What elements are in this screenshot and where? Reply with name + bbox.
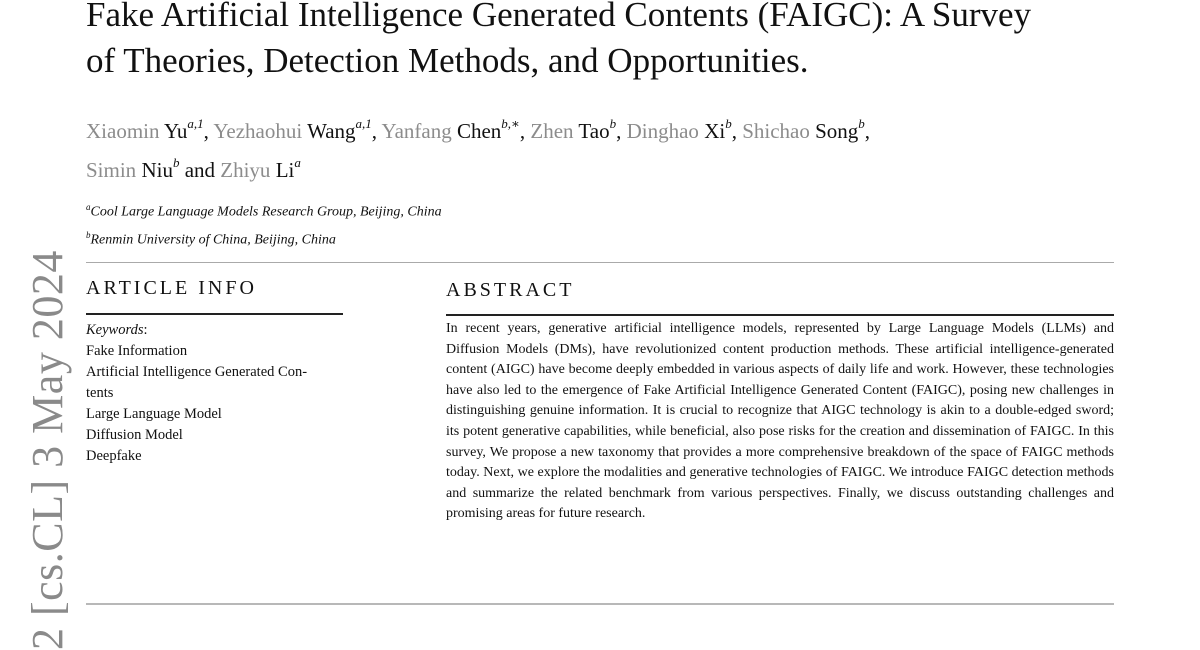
author-family-name: Xi xyxy=(704,119,726,143)
author-given-name: Shichao xyxy=(742,119,810,143)
author-affiliation-mark: b xyxy=(858,116,865,131)
author xyxy=(86,116,204,143)
author-conjunction: and xyxy=(184,158,216,182)
arxiv-identifier-stamp: 2 [cs.CL] 3 May 2024 xyxy=(23,250,72,650)
keyword: Artificial Intelligence Generated Con- xyxy=(86,364,308,380)
author-given-name: Zhiyu xyxy=(220,158,271,182)
keywords-block: Keywords: Fake Information Artificial Intelligence Generated Con- tents Large Language Model Diffusion Model Deepfake xyxy=(86,320,348,467)
abstract-heading: ABSTRACT xyxy=(446,279,575,301)
author-affiliation-mark: b xyxy=(172,155,180,170)
paper-title xyxy=(86,0,1146,84)
author xyxy=(742,116,865,143)
keyword: Deepfake xyxy=(86,448,142,464)
author-affiliation-mark: b xyxy=(609,116,617,131)
affiliation-list xyxy=(86,196,442,251)
author-list: Xiaomin Yu$^{a,1}$, Yezhaohui Wang$^{a,1}$, Yanfang Chen$^{b,∗}$, Zhen Tao$^b$, Dinghao Xi$^b$, Shichao Song$^b$, Simin Niu$^b$ and Zhiyu Li$^a$ xyxy=(86,116,871,182)
author xyxy=(381,116,520,143)
affiliation-mark: a xyxy=(86,202,91,212)
affiliation-text: Cool Large Language Models Research Group, Beijing, China xyxy=(90,204,442,220)
keyword: tents xyxy=(86,385,114,401)
author-family-name: Chen xyxy=(456,119,502,143)
author-family-name: Song xyxy=(815,119,859,143)
author-given-name: Yezhaohui xyxy=(213,119,303,143)
affiliation xyxy=(86,224,442,252)
abstract-end-divider xyxy=(86,603,1114,605)
front-matter-divider xyxy=(86,262,1114,263)
paper-title-line-2: of Theories, Detection Methods, and Opportunities. xyxy=(86,41,809,80)
author-given-name: Zhen xyxy=(530,119,574,143)
author-affiliation-mark: a,1 xyxy=(187,116,204,131)
author-family-name: Tao xyxy=(578,119,610,143)
affiliation-text: Renmin University of China, Beijing, China xyxy=(90,232,336,248)
article-info-heading-rule xyxy=(86,313,343,315)
author xyxy=(213,116,372,143)
keyword: Fake Information xyxy=(86,343,188,359)
author-family-name: Niu xyxy=(141,158,173,182)
author-given-name: Yanfang xyxy=(381,119,452,143)
author-affiliation-mark: a,1 xyxy=(355,116,372,131)
author-affiliation-mark: b xyxy=(725,116,732,131)
author xyxy=(530,116,617,143)
author-family-name: Yu xyxy=(163,119,188,143)
author xyxy=(626,116,732,143)
author xyxy=(220,155,301,182)
abstract-body: In recent years, generative artificial intelligence models, represented by Large Language Models (LLMs) and Diffusion Models (DMs), have revolutionized content production methods. These artificial intelligence-generated content (AIGC) have become deeply embedded in various aspects of daily life and work. However, these technologies have also led to the emergence of Fake Artificial Intelligence Generated Content (FAIGC), posing new challenges in distinguishing genuine information. It is crucial to recognize that AIGC technology is akin to a double-edged sword; its potent generative capabilities, while beneficial, also pose risks for the creation and dissemination of FAIGC. In this survey, We propose a new taxonomy that provides a more comprehensive breakdown of the space of FAIGC methods today. Next, we explore the modalities and generative technologies of FAIGC. We introduce FAIGC detection methods and summarize the related benchmark from various perspectives. Finally, we discuss outstanding challenges and promising areas for future research. xyxy=(446,321,1114,522)
author-given-name: Xiaomin xyxy=(86,119,160,143)
author-given-name: Simin xyxy=(86,158,137,182)
author-given-name: Dinghao xyxy=(626,119,699,143)
author xyxy=(86,155,180,182)
abstract-heading-rule xyxy=(446,314,1114,316)
author-affiliation-mark: a xyxy=(294,155,301,170)
paper-title-line-1: Fake Artificial Intelligence Generated Contents (FAIGC): A Survey xyxy=(86,0,1032,34)
article-info-heading: ARTICLE INFO xyxy=(86,277,257,299)
author-family-name: Wang xyxy=(307,119,356,143)
author-affiliation-mark: b,∗ xyxy=(501,116,520,131)
affiliation-mark: b xyxy=(86,229,91,240)
author-family-name: Li xyxy=(275,158,295,182)
keyword: Diffusion Model xyxy=(86,427,183,443)
keyword: Large Language Model xyxy=(86,406,222,422)
keywords-label: Keywords xyxy=(86,322,144,338)
affiliation xyxy=(86,196,442,224)
